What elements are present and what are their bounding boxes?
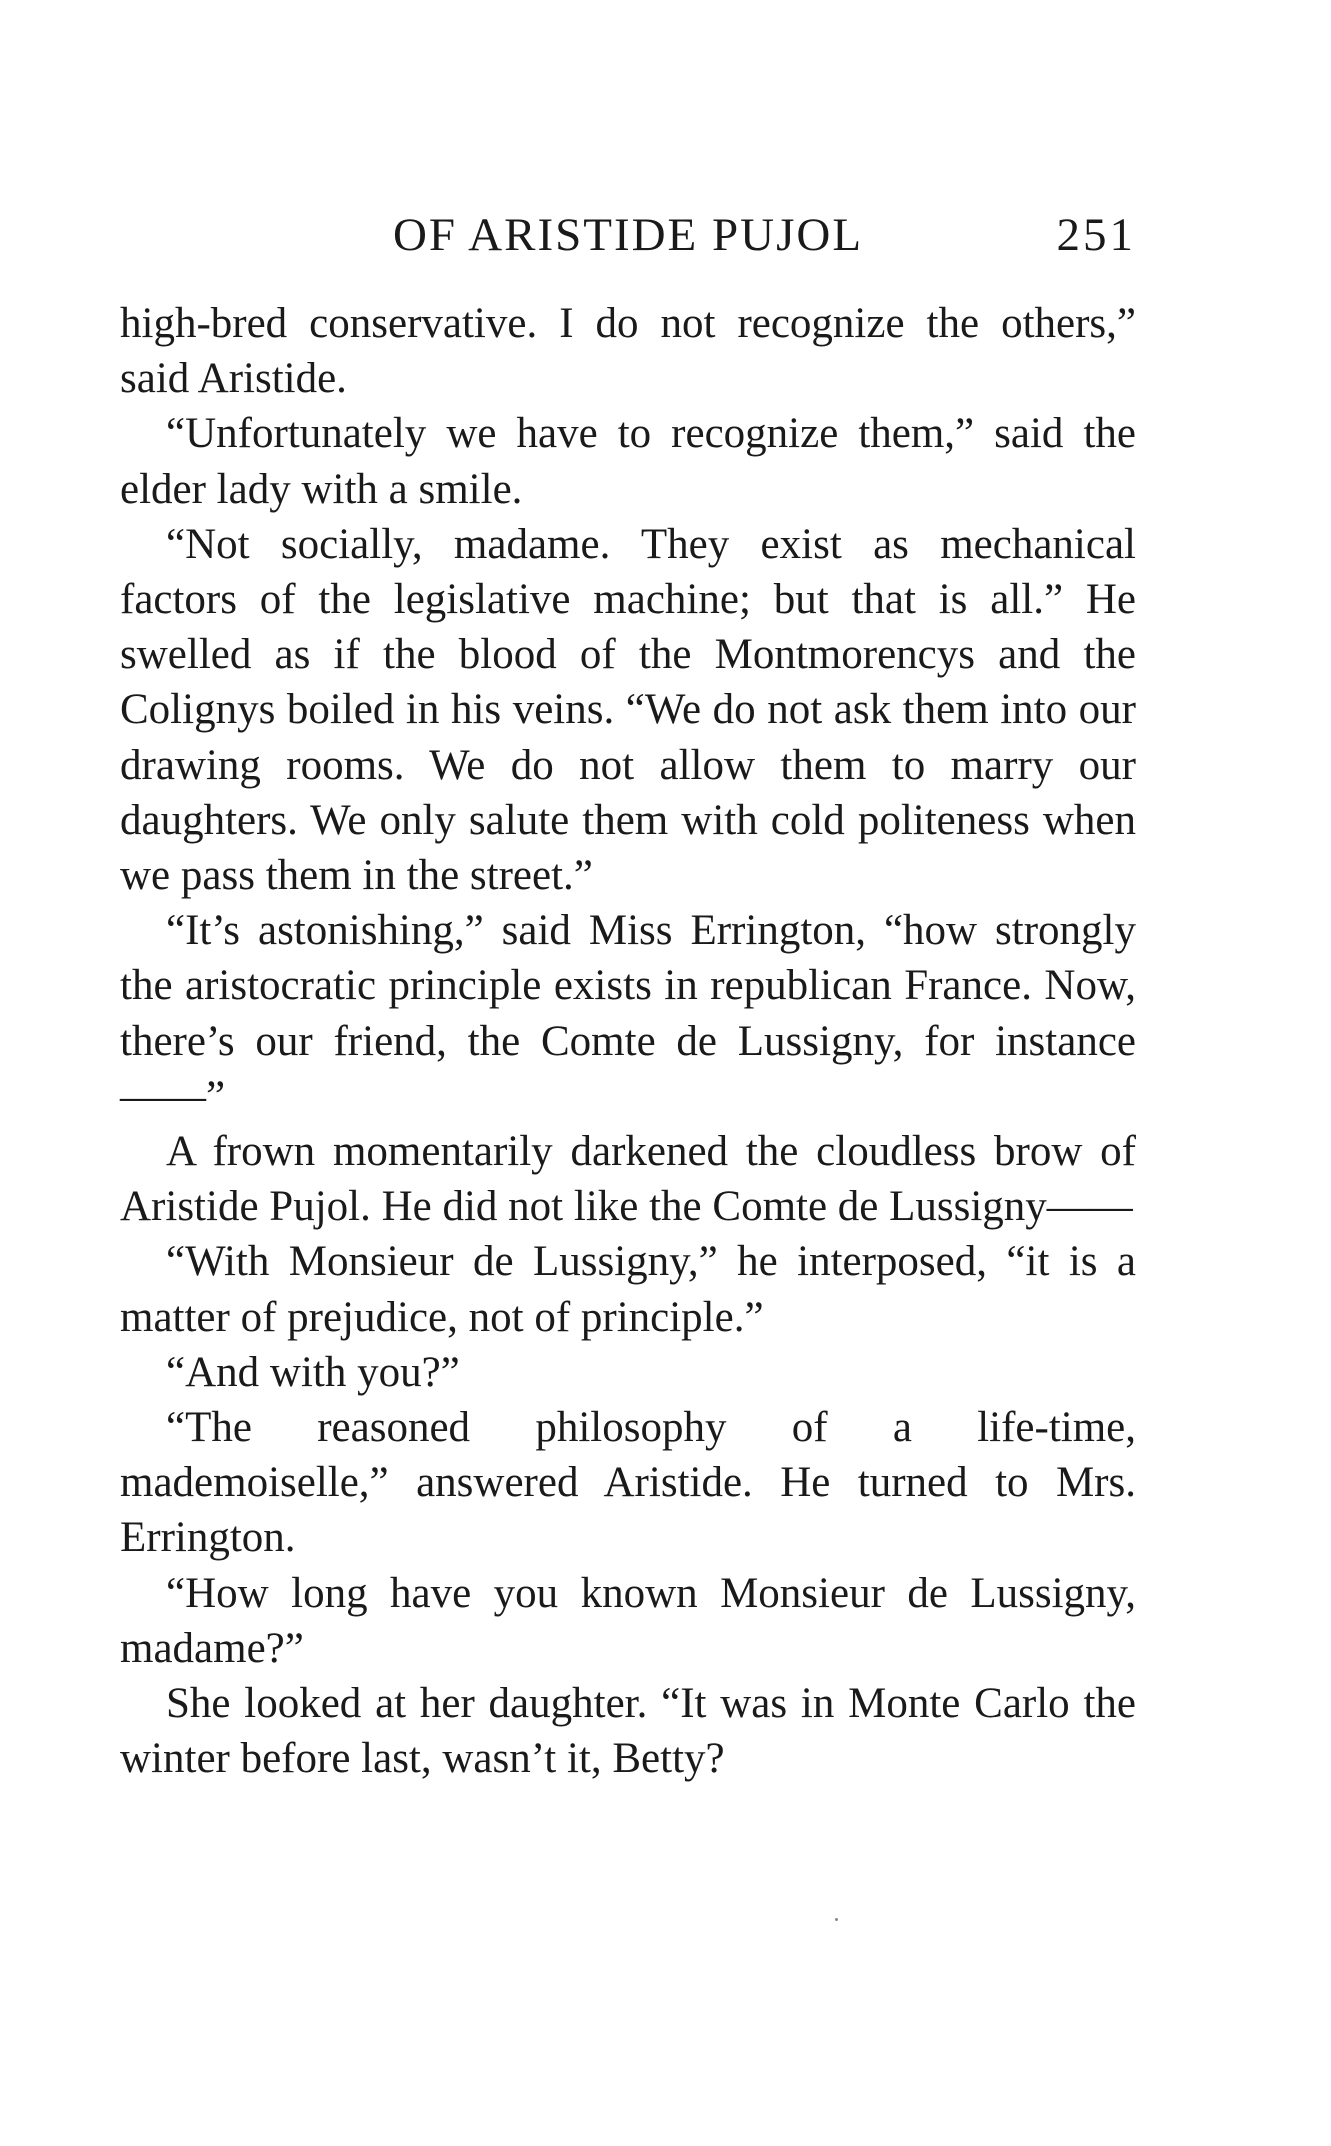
- running-head: OF ARISTIDE PUJOL: [392, 209, 864, 261]
- paragraph: “Unfortunately we have to recognize them,” said the elder lady with a smile.: [120, 410, 1136, 513]
- page-number: 251: [1056, 209, 1136, 261]
- page-header: [120, 200, 1136, 270]
- paragraph-continuation: high-bred conservative. I do not recognize the others,” said Aristide.: [120, 300, 1136, 403]
- paragraph: “It’s astonishing,” said Miss Errington, “how strongly the aristocratic principle exists in republican France. Now, there’s our friend, the Comte de Lussigny, for instance——”: [120, 907, 1136, 1120]
- paragraph: “How long have you known Monsieur de Lussigny, madame?”: [120, 1569, 1136, 1672]
- paragraph: “Not socially, madame. They exist as mechanical factors of the legislative machine; but that is all.” He swelled as if the blood of the Montmorencys and the Colignys boiled in his veins. “We do not ask them into our drawing rooms. We do not allow them to marry our daughters. We only salute them with cold politeness when we pass them in the street.”: [120, 520, 1136, 900]
- print-speck: [835, 1918, 838, 1921]
- body-text: [120, 296, 1136, 1786]
- paragraph: “The reasoned philosophy of a life-time, mademoiselle,” answered Aristide. He turned to Mrs. Errington.: [120, 1404, 1136, 1562]
- paragraph: “And with you?”: [166, 1348, 460, 1396]
- paragraph: She looked at her daughter. “It was in Monte Carlo the winter before last, wasn’t it, Betty?: [120, 1680, 1136, 1783]
- paragraph: A frown momentarily darkened the cloudless brow of Aristide Pujol. He did not like the Comte de Lussigny——: [120, 1128, 1136, 1231]
- paragraph: “With Monsieur de Lussigny,” he interposed, “it is a matter of prejudice, not of principle.”: [120, 1238, 1136, 1341]
